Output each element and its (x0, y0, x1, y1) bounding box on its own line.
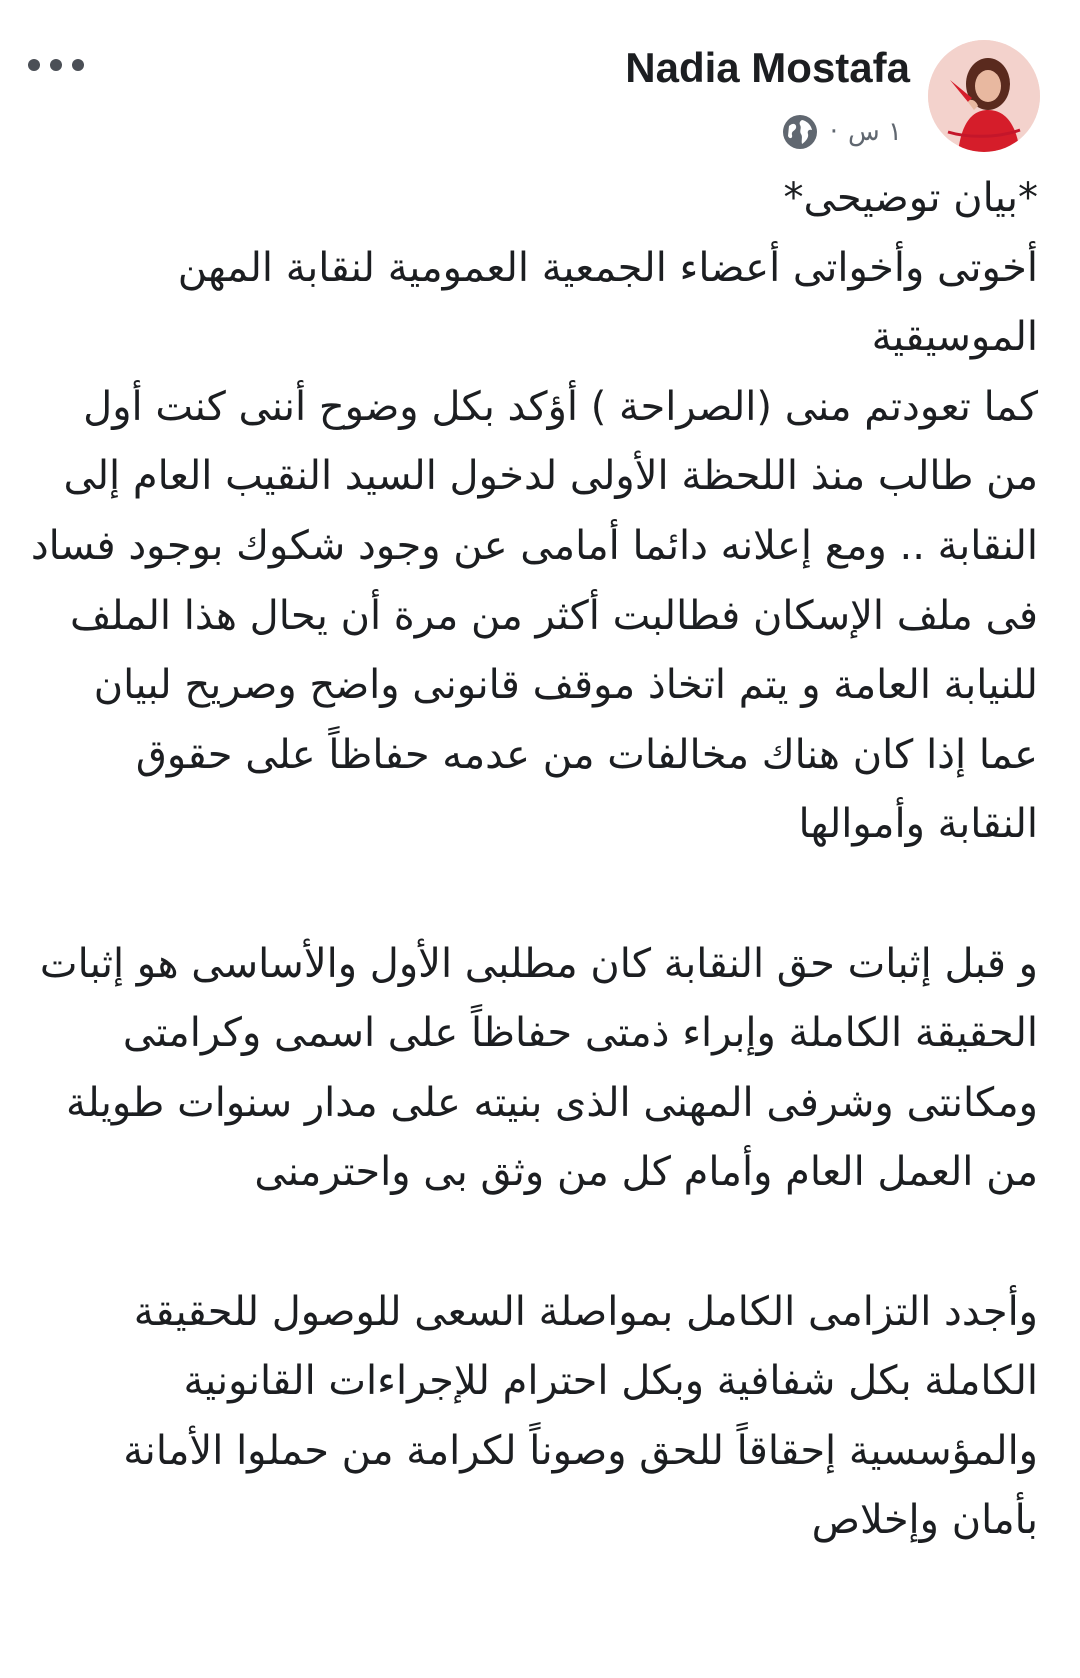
meta-separator: · (829, 117, 839, 147)
post-body (30, 164, 1038, 1556)
author-avatar[interactable] (928, 40, 1040, 152)
paragraph-spacer (30, 1208, 1038, 1278)
post-timestamp[interactable]: ١ س (848, 117, 902, 147)
more-options-icon-dot (50, 59, 62, 71)
post-paragraph: *بيان توضيحى* أخوتى وأخواتى أعضاء الجمعية العمومية لنقابة المهن الموسيقية كما تعودتم منى (الصراحة ) أؤكد بكل وضوح أننى كنت أول من طالب منذ اللحظة الأولى لدخول السيد النقيب العام إلى النقابة .. ومع إعلانه دائما أمامى عن وجود شكوك بوجود فساد فى ملف الإسكان فطالبت أكثر من مرة أن يحال هذا الملف للنيابة العامة و يتم اتخاذ موقف قانونى واضح وصريح لبيان عما إذا كان هناك مخالفات من عدمه حفاظاً على حقوق النقابة وأموالها (30, 175, 1038, 848)
globe-icon[interactable] (780, 112, 820, 152)
author-name[interactable]: Nadia Mostafa (625, 44, 910, 91)
more-options-button[interactable] (28, 50, 84, 80)
post-paragraph: و قبل إثبات حق النقابة كان مطلبى الأول والأساسى هو إثبات الحقيقة الكاملة وإبراء ذمتى حفاظاً على اسمى وكرامتى ومكانتى وشرفى المهنى الذى بنيته على مدار سنوات طويلة من العمل العام وأمام كل من وثق بى واحترمنى (39, 940, 1038, 1196)
more-options-icon (28, 59, 40, 71)
more-options-icon-dot (72, 59, 84, 71)
post-meta (780, 110, 902, 154)
post-paragraph: وأجدد التزامى الكامل بمواصلة السعى للوصول للحقيقة الكاملة بكل شفافية وبكل احترام للإجراءات القانونية والمؤسسية إحقاقاً للحق وصوناً لكرامة من حملوا الأمانة بأمان وإخلاص (123, 1288, 1038, 1544)
paragraph-spacer (30, 860, 1038, 930)
